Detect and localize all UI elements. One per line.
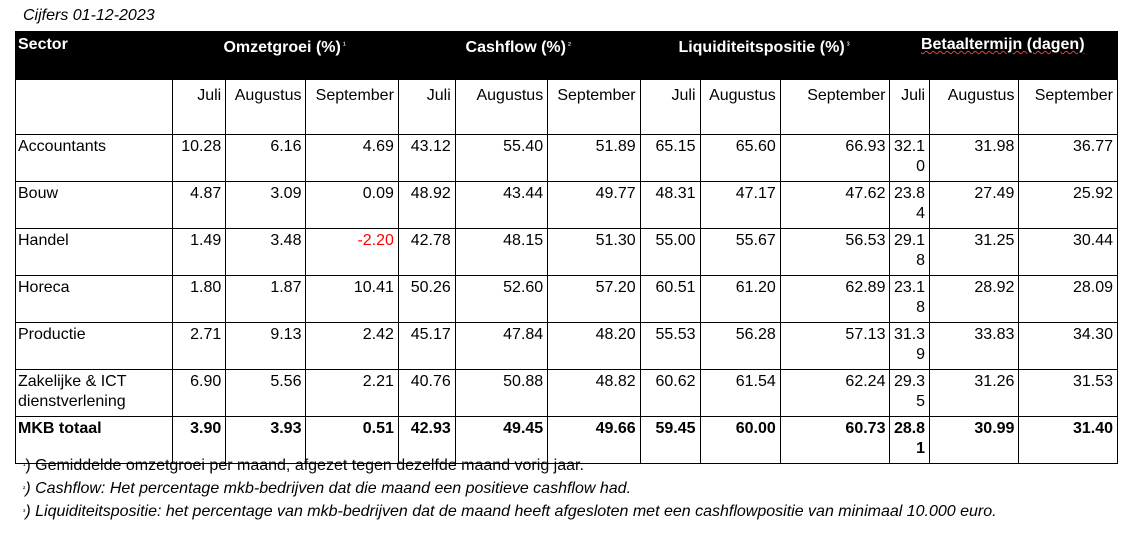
value-cell: 3.48 [226,229,306,276]
value-cell: 10.41 [306,276,398,323]
value-cell: 48.92 [398,182,455,229]
value-cell: 56.28 [700,323,780,370]
value-cell: 57.13 [780,323,890,370]
value-cell: 49.66 [548,417,640,464]
month-header: Augustus [226,80,306,135]
sector-name: Zakelijke & ICT dienstverlening [16,370,173,417]
value-cell: 4.87 [173,182,226,229]
value-cell: 10.28 [173,135,226,182]
value-cell: 1.87 [226,276,306,323]
value-cell: 42.78 [398,229,455,276]
value-cell: 55.67 [700,229,780,276]
value-cell: 2.21 [306,370,398,417]
value-cell: 1.80 [173,276,226,323]
value-cell: 3.90 [173,417,226,464]
value-cell: 6.90 [173,370,226,417]
value-cell: 52.60 [455,276,547,323]
value-cell: 57.20 [548,276,640,323]
value-cell: 31.3 9 [890,323,930,370]
value-cell: 33.83 [930,323,1019,370]
value-cell: 29.3 5 [890,370,930,417]
footnotes [23,455,1093,524]
value-cell: 6.16 [226,135,306,182]
value-cell: 55.40 [455,135,547,182]
value-cell: 43.12 [398,135,455,182]
value-cell: 3.09 [226,182,306,229]
value-cell: 23.8 4 [890,182,930,229]
value-cell: 31.53 [1019,370,1118,417]
sector-figures-table [15,31,1118,464]
value-cell: 32.1 0 [890,135,930,182]
value-cell: 49.45 [455,417,547,464]
value-cell: 51.89 [548,135,640,182]
month-header: September [780,80,890,135]
value-cell: 25.92 [1019,182,1118,229]
value-cell: 56.53 [780,229,890,276]
value-cell: 45.17 [398,323,455,370]
value-cell: 31.40 [1019,417,1118,464]
month-header: Augustus [455,80,547,135]
sector-name: Productie [16,323,173,370]
value-cell: 0.09 [306,182,398,229]
value-cell: 49.77 [548,182,640,229]
sector-name: Accountants [16,135,173,182]
value-cell: 30.44 [1019,229,1118,276]
value-cell: 0.51 [306,417,398,464]
value-cell: 61.54 [700,370,780,417]
value-cell: 28.09 [1019,276,1118,323]
month-header: September [306,80,398,135]
value-cell: 55.53 [640,323,700,370]
value-cell: 30.99 [930,417,1019,464]
value-cell: 28.8 1 [890,417,930,464]
value-cell: 50.26 [398,276,455,323]
value-cell: 60.00 [700,417,780,464]
value-cell: -2.20 [306,229,398,276]
month-header: Juli [398,80,455,135]
group-header-cashflow: Cashflow (%) $^{^2}$ [398,32,640,80]
value-cell: 3.93 [226,417,306,464]
value-cell: 29.1 8 [890,229,930,276]
value-cell: 60.51 [640,276,700,323]
sector-name: Handel [16,229,173,276]
month-header-row [16,80,1118,135]
value-cell: 31.26 [930,370,1019,417]
value-cell: 61.20 [700,276,780,323]
month-header: Juli [640,80,700,135]
value-cell: 48.20 [548,323,640,370]
value-cell: 31.25 [930,229,1019,276]
sector-name: MKB totaal [16,417,173,464]
table-row [16,229,1118,276]
footnote-text: ) Liquiditeitspositie: het percentage van mkb-bedrijven dat de maand heeft afgesloten met een cashflowpositie van minimaal 10.000 euro. [25,503,997,520]
month-header: Augustus [930,80,1019,135]
value-cell: 65.15 [640,135,700,182]
table-body [16,32,1118,464]
month-header: September [548,80,640,135]
value-cell: 40.76 [398,370,455,417]
sector-name: Horeca [16,276,173,323]
value-cell: 62.24 [780,370,890,417]
value-cell: 9.13 [226,323,306,370]
value-cell: 48.82 [548,370,640,417]
group-header-omzetgroei: Omzetgroei (%) $^{^1}$ [173,32,398,80]
month-header-blank [16,80,173,135]
value-cell: 36.77 [1019,135,1118,182]
value-cell: 60.73 [780,417,890,464]
footnote-marker: ² [23,486,26,493]
group-header-betaaltermijn: Betaaltermijn (dagen) [890,32,1118,80]
footnote-marker: ³ [23,509,26,516]
value-cell: 47.84 [455,323,547,370]
table-row [16,182,1118,229]
group-header-liquiditeit: Liquiditeitspositie (%) $^{^3}$ [640,32,890,80]
value-cell: 28.92 [930,276,1019,323]
value-cell: 23.1 8 [890,276,930,323]
value-cell: 5.56 [226,370,306,417]
value-cell: 66.93 [780,135,890,182]
value-cell: 34.30 [1019,323,1118,370]
sector-header: Sector [16,32,173,80]
value-cell: 47.17 [700,182,780,229]
value-cell: 48.31 [640,182,700,229]
value-cell: 2.71 [173,323,226,370]
value-cell: 48.15 [455,229,547,276]
table-row [16,276,1118,323]
value-cell: 65.60 [700,135,780,182]
month-header: Juli [890,80,930,135]
table-row [16,370,1118,417]
value-cell: 42.93 [398,417,455,464]
value-cell: 1.49 [173,229,226,276]
value-cell: 27.49 [930,182,1019,229]
table-caption: Cijfers 01-12-2023 [23,7,155,24]
month-header: Augustus [700,80,780,135]
footnote-3 [23,501,1093,524]
table-row [16,135,1118,182]
month-header: Juli [173,80,226,135]
value-cell: 55.00 [640,229,700,276]
footnote-text: ) Gemiddelde omzetgroei per maand, afgezet tegen dezelfde maand vorig jaar. [25,457,584,474]
value-cell: 51.30 [548,229,640,276]
value-cell: 47.62 [780,182,890,229]
footnote-marker: ¹ [23,463,26,470]
group-header-row [16,32,1118,80]
value-cell: 62.89 [780,276,890,323]
value-cell: 43.44 [455,182,547,229]
footnote-1 [23,455,1093,478]
month-header: September [1019,80,1118,135]
value-cell: 4.69 [306,135,398,182]
value-cell: 2.42 [306,323,398,370]
footnote-text: ) Cashflow: Het percentage mkb-bedrijven dat die maand een positieve cashflow had. [25,480,632,497]
footnote-2 [23,478,1093,501]
value-cell: 31.98 [930,135,1019,182]
table-row [16,323,1118,370]
value-cell: 60.62 [640,370,700,417]
value-cell: 59.45 [640,417,700,464]
sector-name: Bouw [16,182,173,229]
value-cell: 50.88 [455,370,547,417]
